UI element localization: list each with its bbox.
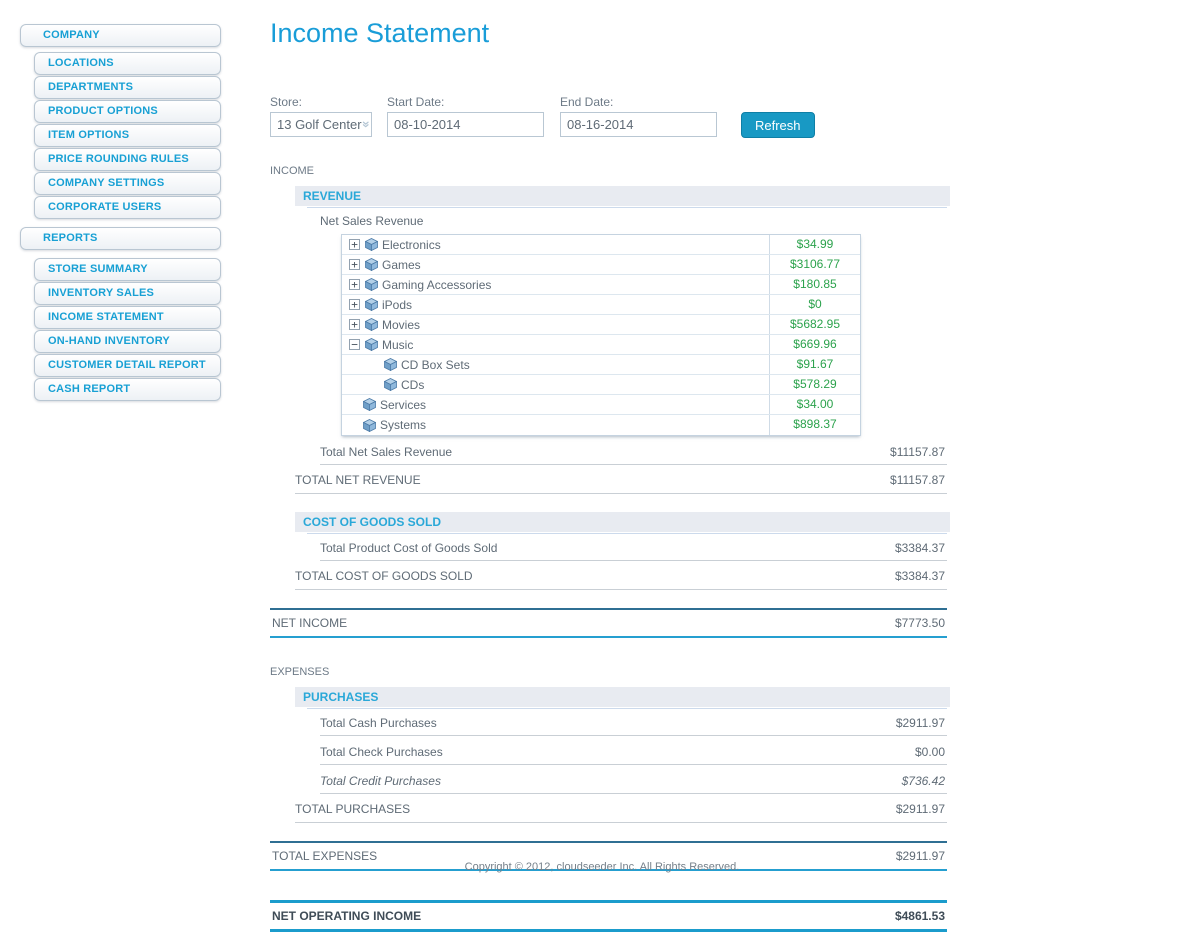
expand-icon[interactable]: + (349, 239, 360, 250)
sidebar-item-company[interactable]: COMPANY (20, 24, 221, 47)
total-amount: $2911.97 (895, 716, 945, 730)
total-amount: $3384.37 (894, 569, 945, 583)
tree-row[interactable] (342, 295, 860, 315)
cube-icon (363, 398, 376, 411)
total-label: Total Product Cost of Goods Sold (320, 541, 498, 555)
store-select-value: 13 Golf Center (277, 117, 362, 132)
end-date-group (560, 95, 717, 137)
total-amount: $3384.37 (894, 541, 945, 555)
tree-row-amount: $34.99 (769, 235, 860, 254)
sidebar-item-cash-report[interactable]: CASH REPORT (34, 378, 221, 401)
total-amount: $736.42 (901, 774, 945, 788)
sidebar-item-corporate-users[interactable]: CORPORATE USERS (34, 196, 221, 219)
store-label: Store: (270, 95, 303, 109)
tree-row-amount: $5682.95 (769, 315, 860, 334)
total-label: Total Credit Purchases (320, 774, 441, 788)
cube-icon (365, 298, 378, 311)
sidebar-item-item-options[interactable]: ITEM OPTIONS (34, 124, 221, 147)
total-amount: $11157.87 (890, 445, 945, 459)
tree-row[interactable] (342, 395, 860, 415)
total-expenses-label: TOTAL EXPENSES (272, 849, 378, 863)
total-amount: $0.00 (914, 745, 945, 759)
tree-row[interactable] (342, 315, 860, 335)
cube-icon (363, 419, 376, 432)
total-label: Total Cash Purchases (320, 716, 437, 730)
tree-row[interactable] (342, 235, 860, 255)
total-amount: $2911.97 (895, 802, 945, 816)
tree-row[interactable] (342, 255, 860, 275)
total-label: Total Check Purchases (320, 745, 443, 759)
collapse-icon[interactable]: − (349, 339, 360, 350)
expand-icon[interactable]: + (349, 299, 360, 310)
net-income-label: NET INCOME (272, 616, 348, 630)
start-date-input[interactable] (387, 112, 544, 137)
total-amount: $11157.87 (890, 473, 945, 487)
tree-row-label: CD Box Sets (401, 357, 470, 372)
sidebar-item-locations[interactable]: LOCATIONS (34, 52, 221, 75)
total-label: Total Net Sales Revenue (320, 445, 453, 459)
sidebar-item-on-hand-inventory[interactable]: ON-HAND INVENTORY (34, 330, 221, 353)
total-cogs-row (295, 563, 947, 590)
tree-row[interactable] (342, 375, 860, 395)
tree-row-amount: $0 (769, 295, 860, 314)
total-credit-purchases-row (320, 769, 947, 794)
tree-row-amount: $91.67 (769, 355, 860, 374)
sidebar (20, 24, 221, 402)
revenue-section-header: REVENUE (295, 186, 950, 206)
cogs-section-header: COST OF GOODS SOLD (295, 512, 950, 532)
sidebar-item-income-statement[interactable]: INCOME STATEMENT (34, 306, 221, 329)
tree-row-amount: $669.96 (769, 335, 860, 354)
total-net-revenue-row (295, 467, 947, 494)
sidebar-item-departments[interactable]: DEPARTMENTS (34, 76, 221, 99)
end-date-label: End Date: (560, 95, 614, 109)
tree-row-label: Games (382, 257, 421, 272)
sidebar-item-price-rounding-rules[interactable]: PRICE ROUNDING RULES (34, 148, 221, 171)
expand-icon[interactable]: + (349, 279, 360, 290)
total-expenses-amount: $2911.97 (895, 849, 945, 863)
total-net-sales-revenue-row (320, 440, 947, 465)
total-product-cogs-row (320, 536, 947, 561)
total-label: TOTAL COST OF GOODS SOLD (295, 569, 473, 583)
cube-icon (365, 258, 378, 271)
cube-icon (365, 278, 378, 291)
tree-row-label: CDs (401, 377, 425, 392)
total-label: TOTAL NET REVENUE (295, 473, 421, 487)
tree-row-amount: $898.37 (769, 415, 860, 435)
sidebar-item-company-settings[interactable]: COMPANY SETTINGS (34, 172, 221, 195)
sidebar-item-customer-detail-report[interactable]: CUSTOMER DETAIL REPORT (34, 354, 221, 377)
revenue-tree-table (341, 234, 861, 436)
start-date-label: Start Date: (387, 95, 445, 109)
total-cash-purchases-row (320, 711, 947, 736)
tree-row-label: Music (382, 337, 414, 352)
sidebar-item-store-summary[interactable]: STORE SUMMARY (34, 258, 221, 281)
tree-row[interactable] (342, 335, 860, 355)
sidebar-item-reports[interactable]: REPORTS (20, 227, 221, 250)
tree-row-label: Electronics (382, 237, 441, 252)
store-filter-group (270, 95, 372, 137)
total-purchases-row (295, 796, 947, 823)
tree-row-label: Services (380, 397, 427, 412)
cube-icon (384, 358, 397, 371)
tree-row[interactable] (342, 415, 860, 435)
tree-row-label: Gaming Accessories (382, 277, 492, 292)
expand-icon[interactable]: + (349, 319, 360, 330)
end-date-input[interactable] (560, 112, 717, 137)
income-section-label: INCOME (270, 165, 314, 177)
filter-bar (270, 95, 947, 138)
main-content (270, 0, 947, 932)
tree-row-amount: $3106.77 (769, 255, 860, 274)
copyright-footer: Copyright © 2012, cloudseeder Inc. All Rights Reserved. (464, 861, 740, 873)
total-check-purchases-row (320, 740, 947, 765)
page-title: Income Statement (270, 18, 490, 48)
net-income-row (270, 608, 947, 638)
net-operating-income-amount: $4861.53 (894, 909, 945, 923)
tree-row-label: Movies (382, 317, 421, 332)
total-label: TOTAL PURCHASES (295, 802, 411, 816)
tree-row-label: Systems (380, 418, 427, 432)
net-operating-income-label: NET OPERATING INCOME (272, 909, 422, 923)
sidebar-item-inventory-sales[interactable]: INVENTORY SALES (34, 282, 221, 305)
net-sales-revenue-label: Net Sales Revenue (320, 214, 424, 228)
net-income-amount: $7773.50 (894, 616, 945, 630)
tree-row[interactable] (342, 275, 860, 295)
store-select[interactable] (270, 112, 372, 137)
tree-row-amount: $578.29 (769, 375, 860, 394)
start-date-group (387, 95, 544, 137)
tree-row-label: iPods (382, 297, 413, 312)
cube-icon (365, 338, 378, 351)
tree-row-amount: $34.00 (769, 395, 860, 414)
cube-icon (384, 378, 397, 391)
cube-icon (365, 238, 378, 251)
tree-row[interactable] (342, 355, 860, 375)
expenses-section-label: EXPENSES (270, 666, 330, 678)
cube-icon (365, 318, 378, 331)
net-operating-income-row (270, 900, 947, 932)
expand-icon[interactable]: + (349, 259, 360, 270)
sidebar-item-product-options[interactable]: PRODUCT OPTIONS (34, 100, 221, 123)
chevron-double-down-icon (362, 118, 369, 131)
tree-row-amount: $180.85 (769, 275, 860, 294)
refresh-button[interactable]: Refresh (741, 112, 815, 138)
purchases-section-header: PURCHASES (295, 687, 950, 707)
